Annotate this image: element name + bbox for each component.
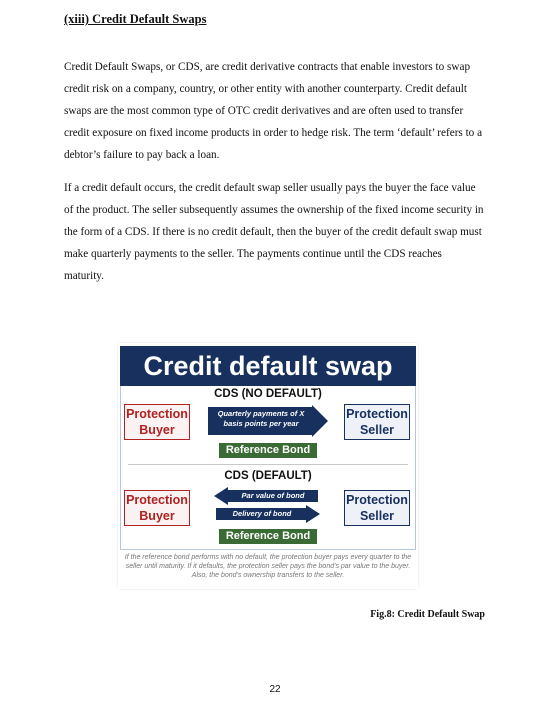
paragraph-1: Credit Default Swaps, or CDS, are credit derivative contracts that enable investors to swap credit risk on a company, country, or other entity with another counterparty. Credit default swaps are the most common type of OTC credit derivatives and are often used to transfer credit exposure on fixed income products in order to hedge risk. The term ‘default’ refers to a debtor’s failure to pay back a loan. [64,61,483,161]
figure-caption: If the reference bond performs with no default, the protection buyer pays every quarter to the seller until maturity. If it defaults, the protection seller pays the bond's par value to the buyer. Also, the bond's ownership transfers to the seller. [124,554,412,579]
no-default-reference-bond: Reference Bond [219,443,317,458]
default-buyer-box: Protection Buyer [124,490,190,526]
figure-title-bar [120,346,416,386]
default-subtitle: CDS (DEFAULT) [224,470,312,482]
figure-label: Fig.8: Credit Default Swap [370,609,485,620]
page-number: 22 [269,684,281,695]
no-default-buyer-box: Protection Buyer [124,404,190,440]
section-heading: (xiii) Credit Default Swaps [64,12,207,26]
default-reference-bond: Reference Bond [219,529,317,544]
no-default-subtitle: CDS (NO DEFAULT) [214,388,322,400]
section-divider [128,464,408,465]
default-seller-box: Protection Seller [344,490,410,526]
par-value-label: Par value of bond [241,491,305,500]
cds-figure [118,343,418,589]
quarterly-payment-label: Quarterly payments of X basis points per year [217,409,305,428]
no-default-seller-box: Protection Seller [344,404,410,440]
paragraph-2: If a credit default occurs, the credit default swap seller usually pays the buyer the face value of the product. The seller subsequently assumes the ownership of the fixed income security in the form of a CDS. If there is no credit default, then the buyer of the credit default swap must make quarterly payments to the seller. The payments continue until the CDS reaches maturity. [64,182,484,282]
figure-title: Credit default swap [143,351,393,381]
delivery-label: Delivery of bond [232,509,292,518]
